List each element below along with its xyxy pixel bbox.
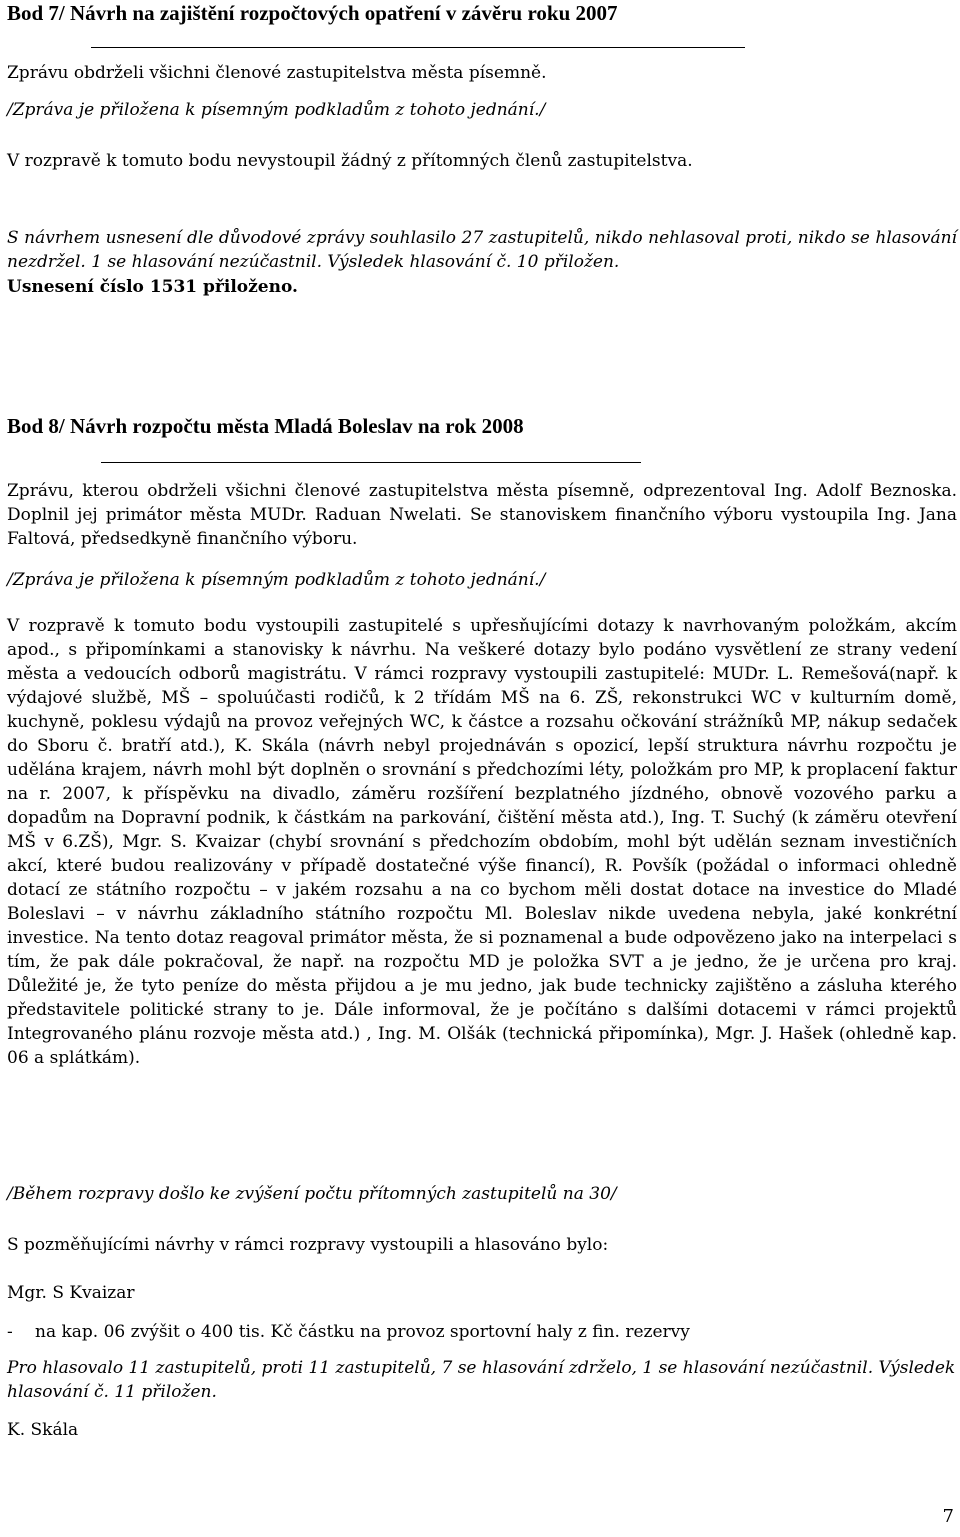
bod8-speaker-kvaizar: Mgr. S Kvaizar xyxy=(7,1283,135,1303)
bod8-motion-item xyxy=(7,1320,957,1344)
bod8-attendance-note: /Během rozpravy došlo ke zvýšení počtu přítomných zastupitelů na 30/ xyxy=(7,1184,617,1204)
bod8-speaker-skala: K. Skála xyxy=(7,1420,79,1440)
bod7-report-text: Zprávu obdrželi všichni členové zastupitelstva města písemně. xyxy=(7,63,547,83)
bod7-heading: Bod 7/ Návrh na zajištění rozpočtových opatření v závěru roku 2007 xyxy=(7,1,618,25)
bod8-heading: Bod 8/ Návrh rozpočtu města Mladá Boleslav na rok 2008 xyxy=(7,414,524,438)
bod7-heading-rule xyxy=(91,47,745,48)
bod8-motion-text: na kap. 06 zvýšit o 400 tis. Kč částku na provoz sportovní haly z fin. rezervy xyxy=(35,1322,690,1342)
list-dash: - xyxy=(7,1322,13,1342)
bod7-debate-text: V rozpravě k tomuto bodu nevystoupil žádný z přítomných členů zastupitelstva. xyxy=(7,151,693,171)
bod8-heading-rule xyxy=(101,462,641,463)
page-number: 7 xyxy=(942,1506,954,1527)
bod7-attached-note: /Zpráva je přiložena k písemným podkladům z tohoto jednání./ xyxy=(7,100,546,120)
bod8-attached-note: /Zpráva je přiložena k písemným podkladům z tohoto jednání./ xyxy=(7,570,546,590)
bod8-vote-result: Pro hlasovalo 11 zastupitelů, proti 11 zastupitelů, 7 se hlasování zdrželo, 1 se hlasování nezúčastnil. Výsledek hlasování č. 11 přiložen. xyxy=(7,1358,956,1402)
bod7-resolution: Usnesení číslo 1531 přiloženo. xyxy=(7,277,298,297)
bod8-amendments-intro: S pozměňujícími návrhy v rámci rozpravy vystoupili a hlasováno bylo: xyxy=(7,1235,609,1255)
bod8-debate: V rozpravě k tomuto bodu vystoupili zastupitelé s upřesňujícími dotazy k navrhovaným položkám, akcím apod., s připomínkami a stanovisky k návrhu. Na veškeré dotazy bylo podáno vysvětlení ze strany vedení města a vedoucích odborů magistrátu. V rámci rozpravy vystoupili zastupitelé: MUDr. L. Remešová(např. k výdajové službě, MŠ – spoluúčasti rodičů, k 2 třídám MŠ na 6. ZŠ, rekonstrukci WC v kulturním domě, kuchyně, poklesu výdajů na provoz veřejných WC, k částce a rozsahu očkování strážníků MP, nákup sedaček do Sboru č. bratří atd.), K. Skála (návrh nebyl projednáván s opozicí, lepší struktura návrhu rozpočtu je udělána krajem, návrh mohl být doplněn o srovnání s předchozími léty, položkám pro MP, k proplacení faktur na r. 2007, k příspěvku na divadlo, záměru rozšíření bezplatného jízdného, obnově vozového parku a dopadům na Dopravní podnik, k částkám na parkování, čištění města atd.), Ing. T. Suchý (k záměru otevření MŠ v 6.ZŠ), Mgr. S. Kvaizar (chybí srovnání s předchozím obdobím, mohl být udělán seznam investičních akcí, které budou realizovány v případě dostatečné výše financí), R. Povšík (požádal o informaci ohledně dotací ze státního rozpočtu – v jakém rozsahu a na co bychom měli dostat dotace na investice do Mladé Boleslavi – v návrhu základního státního rozpočtu Ml. Boleslav nikde uvedena nebyla, jaké konkrétní investice. Na tento dotaz reagoval primátor města, že si poznamenal a bude odpovězeno jako na interpelaci s tím, že pak dále pokračoval, že např. na rozpočtu MD je položka SVT a je jedno, že je určena pro kraj. Důležité je, že tyto peníze do města přijdou a je mu jedno, jak bude technicky zajištěno a zásluha kterého představitele politické strany to je. Dále informoval, že je počítáno s dalšími dotacemi v rámci projektů Integrovaného plánu rozvoje města atd.) , Ing. M. Olšák (technická připomínka), Mgr. J. Hašek (ohledně kap. 06 a splátkám). xyxy=(7,616,957,1068)
bod7-vote-result: S návrhem usnesení dle důvodové zprávy souhlasilo 27 zastupitelů, nikdo nehlasoval proti, nikdo se hlasování nezdržel. 1 se hlasování nezúčastnil. Výsledek hlasování č. 10 přiložen. xyxy=(7,228,957,272)
bod8-intro: Zprávu, kterou obdrželi všichni členové zastupitelstva města písemně, odprezentoval Ing. Adolf Beznoska. Doplnil jej primátor města MUDr. Raduan Nwelati. Se stanoviskem finančního výboru vystoupila Ing. Jana Faltová, předsedkyně finančního výboru. xyxy=(7,481,957,549)
